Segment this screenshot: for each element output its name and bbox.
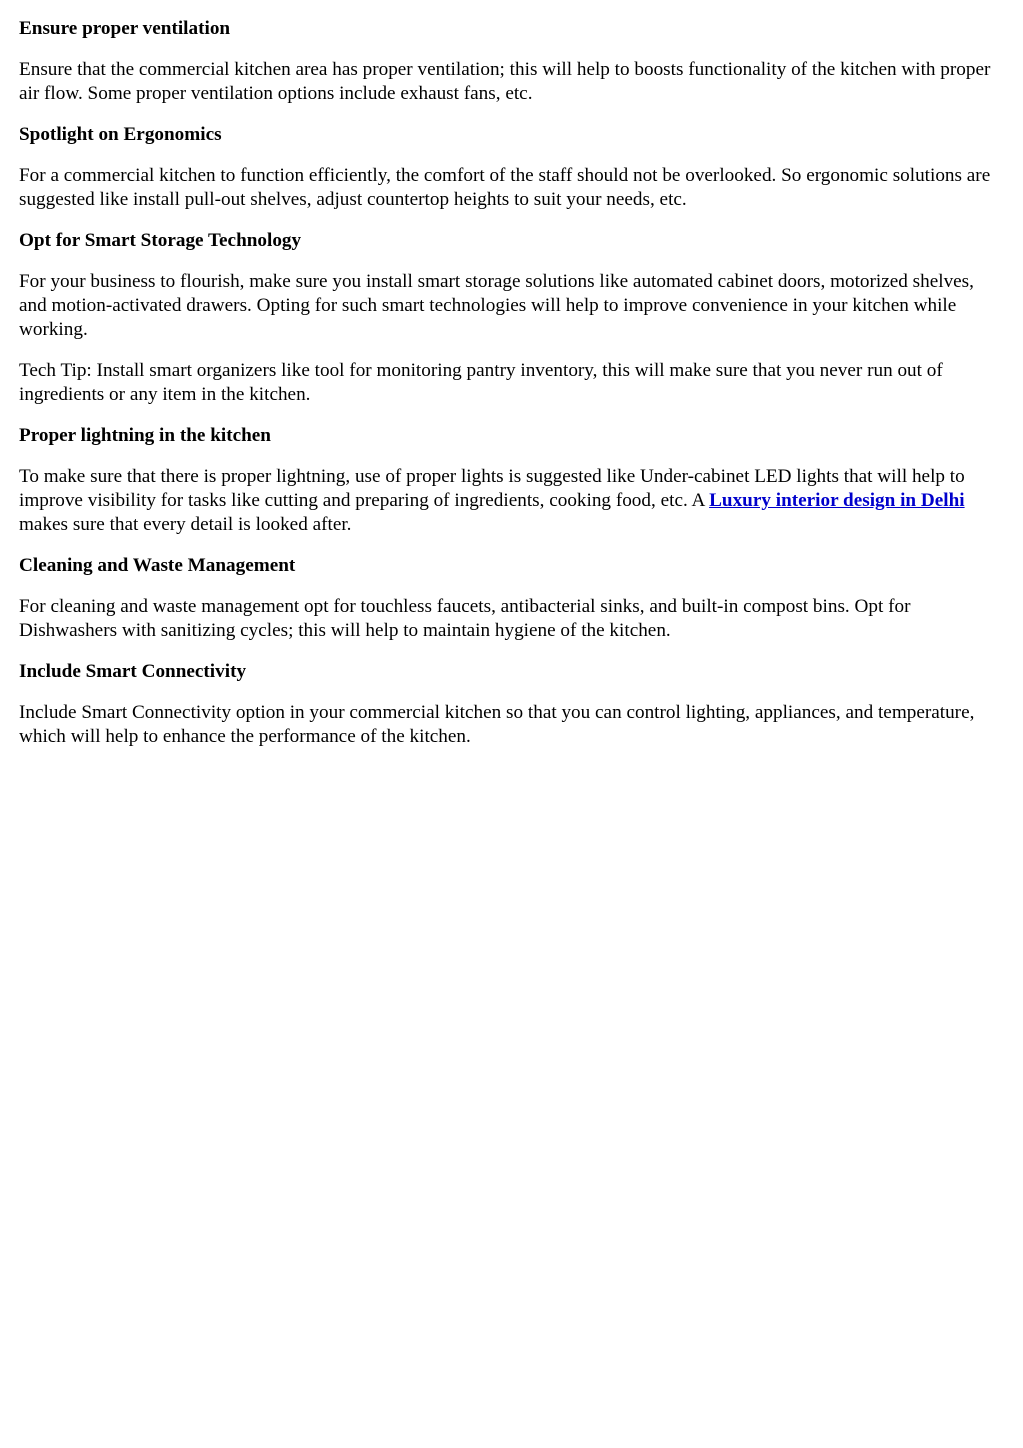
heading-smart-connectivity: Include Smart Connectivity xyxy=(19,661,247,682)
paragraph-ventilation: Ensure that the commercial kitchen area has proper ventilation; this will help to boosts functionality of the kitchen with proper air flow. Some proper ventilation options include exhaust fans, etc. xyxy=(19,59,991,104)
paragraph-tech-tip: Tech Tip: Install smart organizers like tool for monitoring pantry inventory, this will make sure that you never run out of ingredients or any item in the kitchen. xyxy=(19,360,943,405)
heading-ergonomics: Spotlight on Ergonomics xyxy=(19,124,222,145)
paragraph-smart-connectivity: Include Smart Connectivity option in your commercial kitchen so that you can control lighting, appliances, and temperature, which will help to enhance the performance of the kitchen. xyxy=(19,702,975,747)
heading-lightning: Proper lightning in the kitchen xyxy=(19,425,271,446)
paragraph-lightning xyxy=(19,465,1004,537)
paragraph-cleaning-waste: For cleaning and waste management opt for touchless faucets, antibacterial sinks, and built-in compost bins. Opt for Dishwashers with sanitizing cycles; this will help to maintain hygiene of the kitchen. xyxy=(19,596,911,641)
paragraph-lightning-text-before: To make sure that there is proper lightning, use of proper lights is suggested like Under-cabinet LED lights that will help to improve visibility for tasks like cutting and preparing of ingredients, cooking food, etc. A xyxy=(19,466,965,511)
luxury-interior-design-link[interactable]: Luxury interior design in Delhi xyxy=(709,490,965,511)
paragraph-ergonomics: For a commercial kitchen to function efficiently, the comfort of the staff should not be overlooked. So ergonomic solutions are suggested like install pull-out shelves, adjust countertop heights to suit your needs, etc. xyxy=(19,165,991,210)
paragraph-smart-storage: For your business to flourish, make sure you install smart storage solutions like automated cabinet doors, motorized shelves, and motion-activated drawers. Opting for such smart technologies will help to improve convenience in your kitchen while working. xyxy=(19,271,974,340)
document-page xyxy=(19,17,1004,766)
heading-cleaning-waste: Cleaning and Waste Management xyxy=(19,555,296,576)
heading-ventilation: Ensure proper ventilation xyxy=(19,18,231,39)
paragraph-lightning-text-after: makes sure that every detail is looked after. xyxy=(19,514,352,535)
heading-smart-storage: Opt for Smart Storage Technology xyxy=(19,230,302,251)
